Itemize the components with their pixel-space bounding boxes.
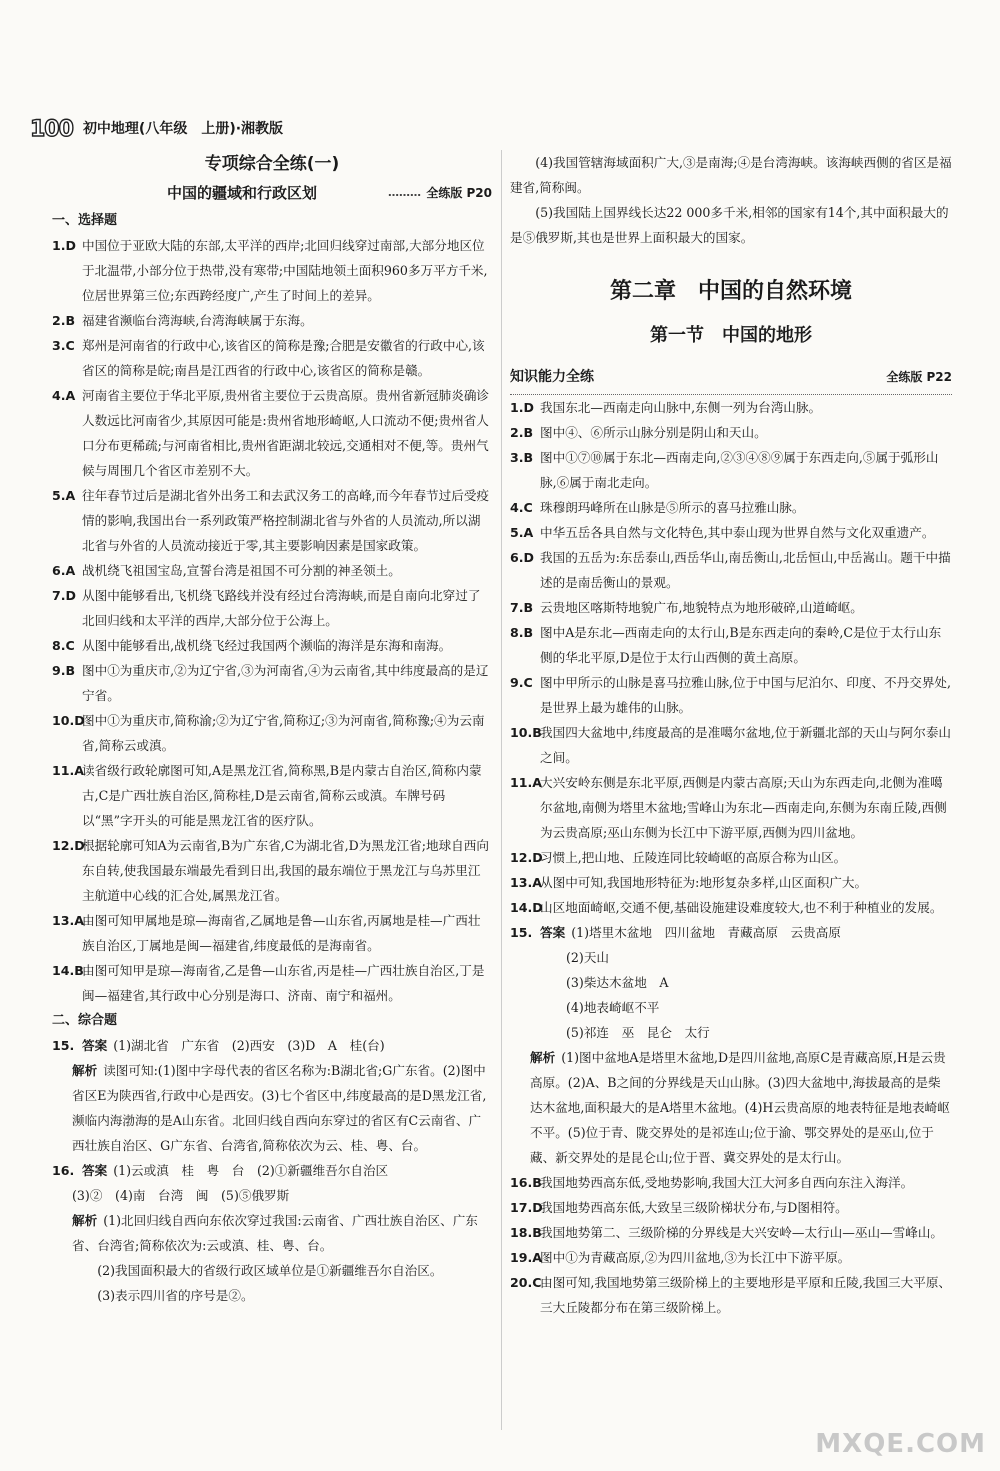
- item-text: 我国地势第二、三级阶梯的分界线是大兴安岭—太行山—巫山—雪峰山。: [540, 1225, 943, 1240]
- item-number: 18.B: [510, 1225, 542, 1240]
- item-text: 从图中能够看出,战机绕飞经过我国两个濒临的海洋是东海和南海。: [82, 638, 452, 653]
- analysis-paragraph: (3)表示四川省的序号是②。: [97, 1288, 254, 1303]
- question-16-answer: [52, 1158, 492, 1183]
- item-number: 11.A: [52, 763, 85, 778]
- item-number: 8.C: [52, 638, 75, 653]
- part-title-comprehensive: 二、综合题: [52, 1013, 118, 1028]
- item-text: 根据轮廓可知A为云南省,B为广东省,C为湖北省,D为黑龙江省;地球自西向东自转,使我国最东端最先看到日出,我国的最东端位于黑龙江与乌苏里江主航道中心线的汇合处,属黑龙江省。: [82, 838, 489, 903]
- item-number: 9.B: [52, 663, 76, 678]
- question-15-analysis: [510, 1045, 952, 1170]
- analysis-label: 解析: [530, 1050, 556, 1065]
- item-text: 郑州是河南省的行政中心,该省区的简称是豫;合肥是安徽省的行政中心,该省区的简称是皖;南昌是江西省的行政中心,该省区的简称是赣。: [82, 338, 485, 378]
- analysis-paragraph: (2)我国面积最大的省级行政区域单位是①新疆维吾尔自治区。: [97, 1263, 443, 1278]
- item-text: 由图可知,我国地势第三级阶梯上的主要地形是平原和丘陵,我国三大平原、三大丘陵都分布在第三级阶梯上。: [540, 1275, 952, 1315]
- answer-item: [510, 620, 952, 670]
- answer-item: [510, 520, 952, 545]
- item-text: 从图中能够看出,飞机绕飞路线并没有经过台湾海峡,而是自南向北穿过了北回归线和太平洋的西岸,大部分位于公海上。: [82, 588, 481, 628]
- item-text: 河南省主要位于华北平原,贵州省主要位于云贵高原。贵州省新冠肺炎确诊人数远比河南省少,其原因可能是:贵州省地形崎岖,人口流动不便;贵州省人口分布更稀疏;与河南省相比,贵州省距湖北较远,交通相对不便,等。贵州气候与周围几个省区市差别不大。: [82, 388, 490, 478]
- continued-paragraph: (4)我国管辖海域面积广大,③是南海;④是台湾海峡。该海峡西侧的省区是福建省,简称闽。: [510, 155, 952, 195]
- page-number: 100: [30, 116, 73, 142]
- answer-item: [510, 595, 952, 620]
- item-text: 往年春节过后是湖北省外出务工和去武汉务工的高峰,而今年春节过后受疫情的影响,我国出台一系列政策严格控制湖北省与外省的人员流动,所以湖北省与外省的人员流动接近于零,其主要影响因素是国家政策。: [82, 488, 490, 553]
- item-text: 我国地势西高东低,受地势影响,我国大江大河多自西向东注入海洋。: [540, 1175, 914, 1190]
- page-reference: 全练版 P20: [426, 186, 492, 200]
- item-number: 15.: [52, 1038, 75, 1053]
- item-number: 4.C: [510, 500, 533, 515]
- answer-item: [52, 833, 492, 908]
- item-number: 9.C: [510, 675, 533, 690]
- item-number: 20.C: [510, 1275, 542, 1290]
- section-title: 专项综合全练(一): [204, 154, 340, 174]
- section-heading: 第一节 中国的地形: [650, 325, 812, 346]
- practice-bar: [510, 358, 952, 395]
- item-number: 2.B: [510, 425, 534, 440]
- analysis-text: (1)图中盆地A是塔里木盆地,D是四川盆地,高原C是青藏高原,H是云贵高原。(2)A、B之间的分界线是天山山脉。(3)四大盆地中,海拔最高的是柴达木盆地,面积最大的是A塔里木盆地。(4)H云贵高原的地表特征是地表崎岖不平。(5)位于青、陇交界处的是祁连山;位于渝、鄂交界处的是巫山,位于藏、新交界处的是昆仑山;位于晋、冀交界处的是太行山。: [530, 1050, 950, 1165]
- answer-item: [510, 1220, 952, 1245]
- item-number: 7.D: [52, 588, 77, 603]
- continued-paragraph: (5)我国陆上国界线长达22 000多千米,相邻的国家有14个,其中面积最大的是⑤俄罗斯,其也是世界上面积最大的国家。: [510, 205, 949, 245]
- answer-text: (1)湖北省 广东省 (2)西安 (3)D A 桂(台): [113, 1038, 385, 1053]
- item-text: 我国四大盆地中,纬度最高的是准噶尔盆地,位于新疆北部的天山与阿尔泰山之间。: [540, 725, 952, 765]
- answer-text: (1)云或滇 桂 粤 台 (2)①新疆维吾尔自治区: [113, 1163, 389, 1178]
- analysis-label: 解析: [72, 1063, 98, 1078]
- answer-item: [510, 1195, 952, 1220]
- analysis-text: (1)北回归线自西向东依次穿过我国:云南省、广西壮族自治区、广东省、台湾省;简称依次为:云或滇、桂、粤、台。: [72, 1213, 478, 1253]
- answer-continuation: (3)② (4)南 台湾 闽 (5)⑤俄罗斯: [72, 1188, 290, 1203]
- item-number: 19.A: [510, 1250, 543, 1265]
- item-number: 12.D: [510, 850, 543, 865]
- answer-item: [52, 633, 492, 658]
- item-text: 图中④、⑥所示山脉分别是阴山和天山。: [540, 425, 767, 440]
- answer-item: [52, 708, 492, 758]
- answer-item: [52, 908, 492, 958]
- item-number: 17.D: [510, 1200, 543, 1215]
- item-text: 战机绕飞祖国宝岛,宣誓台湾是祖国不可分割的神圣领土。: [82, 563, 401, 578]
- analysis-label: 解析: [72, 1213, 98, 1228]
- item-number: 3.B: [510, 450, 534, 465]
- item-number: 11.A: [510, 775, 543, 790]
- part-title-choice: 一、选择题: [52, 213, 118, 228]
- answer-item: [510, 1245, 952, 1270]
- answer-item: [510, 1270, 952, 1320]
- item-number: 1.D: [52, 238, 77, 253]
- answer-item: [510, 870, 952, 895]
- item-number: 16.B: [510, 1175, 542, 1190]
- answer-line: (2)天山: [566, 950, 610, 965]
- item-text: 我国东北—西南走向山脉中,东侧一列为台湾山脉。: [540, 400, 822, 415]
- item-number: 13.A: [510, 875, 543, 890]
- answer-item: [52, 483, 492, 558]
- answer-item: [510, 1170, 952, 1195]
- answer-line: (3)柴达木盆地 A: [566, 975, 669, 990]
- item-text: 中华五岳各具自然与文化特色,其中泰山现为世界自然与文化双重遗产。: [540, 525, 935, 540]
- item-text: 图中A是东北—西南走向的太行山,B是东西走向的秦岭,C是位于太行山东侧的华北平原,D是位于太行山西侧的黄土高原。: [540, 625, 942, 665]
- answer-line: (5)祁连 巫 昆仑 太行: [566, 1025, 710, 1040]
- answer-item: [52, 658, 492, 708]
- page-reference: 全练版 P22: [886, 370, 952, 384]
- answer-item: [510, 395, 952, 420]
- answer-item: [52, 233, 492, 308]
- left-column: [52, 150, 492, 1308]
- item-number: 6.D: [510, 550, 535, 565]
- item-number: 7.B: [510, 600, 534, 615]
- answer-item: [52, 958, 492, 1008]
- item-number: 6.A: [52, 563, 76, 578]
- question-16-analysis: [52, 1208, 492, 1258]
- question-15-answer: [510, 920, 952, 945]
- item-number: 14.B: [52, 963, 84, 978]
- item-text: 山区地面崎岖,交通不便,基础设施建设难度较大,也不利于种植业的发展。: [540, 900, 943, 915]
- item-number: 5.A: [510, 525, 534, 540]
- item-text: 由图可知甲是琼—海南省,乙是鲁—山东省,丙是桂—广西壮族自治区,丁是闽—福建省,其行政中心分别是海口、济南、南宁和福州。: [82, 963, 485, 1003]
- item-text: 图中①为青藏高原,②为四川盆地,③为长江中下游平原。: [540, 1250, 851, 1265]
- question-15-analysis: [52, 1058, 492, 1158]
- item-number: 13.A: [52, 913, 85, 928]
- answer-item: [510, 720, 952, 770]
- section-subtitle-row: [52, 178, 492, 208]
- item-number: 15.: [510, 925, 533, 940]
- analysis-text: 读图可知:(1)图中字母代表的省区名称为:B湖北省;G广东省。(2)图中省区E为陕西省,行政中心是西安。(3)七个省区中,纬度最高的是D黑龙江省,濒临内海渤海的是A山东省。北回归线自西向东穿过的省区有C云南省、广西壮族自治区、G广东省、台湾省,简称依次为云、桂、粤、台。: [72, 1063, 487, 1153]
- item-text: 珠穆朗玛峰所在山脉是⑤所示的喜马拉雅山脉。: [540, 500, 805, 515]
- answer-item: [52, 333, 492, 383]
- item-text: 图中①为重庆市,②为辽宁省,③为河南省,④为云南省,其中纬度最高的是辽宁省。: [82, 663, 489, 703]
- answer-item: [52, 308, 492, 333]
- item-text: 福建省濒临台湾海峡,台湾海峡属于东海。: [82, 313, 313, 328]
- right-column: [510, 150, 952, 1320]
- item-number: 4.A: [52, 388, 76, 403]
- item-number: 10.D: [52, 713, 85, 728]
- book-title: 初中地理(八年级 上册)·湘教版: [82, 120, 284, 137]
- answer-text: (1)塔里木盆地 四川盆地 青藏高原 云贵高原: [571, 925, 841, 940]
- answer-item: [510, 420, 952, 445]
- answer-label: 答案: [540, 925, 566, 940]
- item-text: 从图中可知,我国地形特征为:地形复杂多样,山区面积广大。: [540, 875, 868, 890]
- page-header: [30, 112, 283, 146]
- answer-label: 答案: [82, 1038, 108, 1053]
- item-text: 图中①为重庆市,简称渝;②为辽宁省,简称辽;③为河南省,简称豫;④为云南省,简称云或滇。: [82, 713, 485, 753]
- answer-line: (4)地表崎岖不平: [566, 1000, 660, 1015]
- item-text: 图中①⑦⑩属于东北—西南走向,②③④⑧⑨属于东西走向,⑤属于弧形山脉,⑥属于南北走向。: [540, 450, 939, 490]
- item-text: 大兴安岭东侧是东北平原,西侧是内蒙古高原;天山为东西走向,北侧为准噶尔盆地,南侧为塔里木盆地;雪峰山为东北—西南走向,东侧为东南丘陵,西侧为云贵高原;巫山东侧为长江中下游平原,西侧为四川盆地。: [540, 775, 947, 840]
- site-watermark: MXQE.COM: [815, 1429, 986, 1459]
- item-text: 中国位于亚欧大陆的东部,太平洋的西岸;北回归线穿过南部,大部分地区位于北温带,小部分位于热带,没有寒带;中国陆地领土面积960多万平方千米,位居世界第三位;东西跨经度广,产生了时间上的差异。: [82, 238, 488, 303]
- item-number: 10.B: [510, 725, 542, 740]
- item-text: 由图可知甲属地是琼—海南省,乙属地是鲁—山东省,丙属地是桂—广西壮族自治区,丁属地是闽—福建省,纬度最低的是海南省。: [82, 913, 481, 953]
- answer-item: [52, 583, 492, 633]
- answer-item: [52, 758, 492, 833]
- item-text: 我国地势西高东低,大致呈三级阶梯状分布,与D图相符。: [540, 1200, 848, 1215]
- answer-item: [510, 670, 952, 720]
- item-text: 云贵地区喀斯特地貌广布,地貌特点为地形破碎,山道崎岖。: [540, 600, 863, 615]
- item-number: 12.D: [52, 838, 85, 853]
- item-number: 2.B: [52, 313, 76, 328]
- item-number: 16.: [52, 1163, 75, 1178]
- answer-item: [510, 845, 952, 870]
- item-text: 图中甲所示的山脉是喜马拉雅山脉,位于中国与尼泊尔、印度、不丹交界处,是世界上最为雄伟的山脉。: [540, 675, 952, 715]
- item-number: 1.D: [510, 400, 535, 415]
- practice-title: 知识能力全练: [510, 369, 594, 385]
- item-text: 读省级行政轮廓图可知,A是黑龙江省,简称黑,B是内蒙古自治区,简称内蒙古,C是广西壮族自治区,简称桂,D是云南省,简称云或滇。车牌号码以“黑”字开头的可能是黑龙江省的医疗队。: [82, 763, 482, 828]
- section-subtitle: 中国的疆域和行政区划: [167, 184, 318, 202]
- item-number: 3.C: [52, 338, 75, 353]
- answer-item: [510, 895, 952, 920]
- item-number: 8.B: [510, 625, 534, 640]
- item-text: 习惯上,把山地、丘陵连同比较崎岖的高原合称为山区。: [540, 850, 847, 865]
- chapter-title: 第二章 中国的自然环境: [609, 279, 852, 304]
- answer-item: [510, 545, 952, 595]
- answer-label: 答案: [82, 1163, 108, 1178]
- item-text: 我国的五岳为:东岳泰山,西岳华山,南岳衡山,北岳恒山,中岳嵩山。题干中描述的是南岳衡山的景观。: [540, 550, 951, 590]
- answer-item: [510, 445, 952, 495]
- item-number: 5.A: [52, 488, 76, 503]
- answer-item: [52, 558, 492, 583]
- leader-dots: ………: [388, 186, 421, 199]
- answer-item: [510, 770, 952, 845]
- question-15-answer: [52, 1033, 492, 1058]
- answer-item: [52, 383, 492, 483]
- answer-item: [510, 495, 952, 520]
- item-number: 14.D: [510, 900, 543, 915]
- column-divider: [501, 150, 502, 1430]
